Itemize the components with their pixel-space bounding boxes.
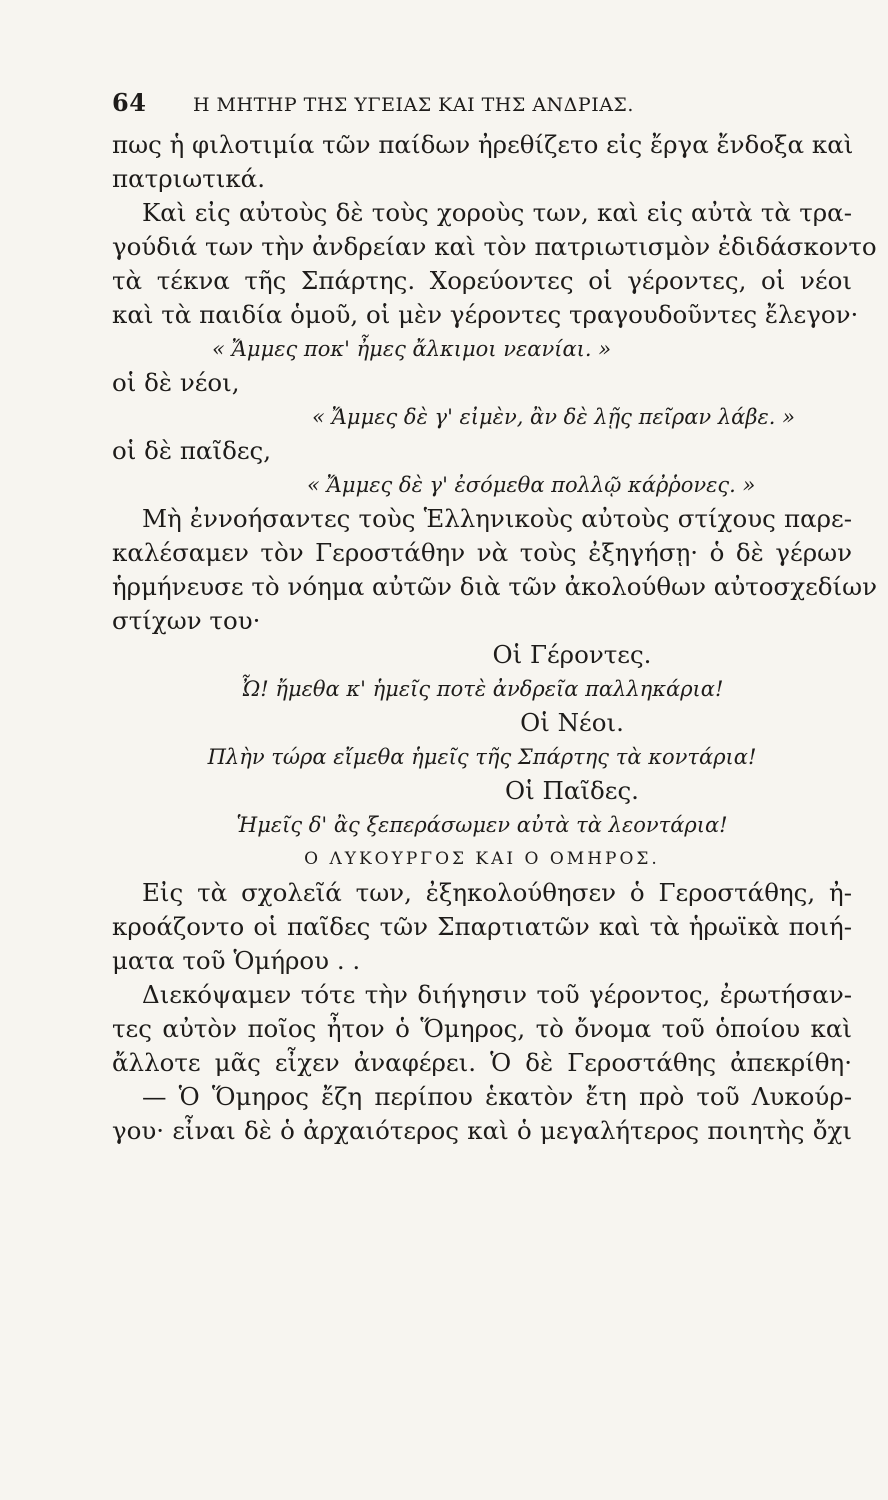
text-line: Καὶ εἰς αὐτοὺς δὲ τοὺς χοροὺς των, καὶ εἰς αὐτὰ τὰ τρα- (142, 198, 852, 227)
text-line: — Ὁ Ὅμηρος ἔζη περίπου ἑκατὸν ἔτη πρὸ τοῦ Λυκούρ- (142, 1082, 852, 1111)
running-title: Η ΜΗΤΗΡ ΤΗΣ ΥΓΕΙΑΣ ΚΑΙ ΤΗΣ ΑΝΔΡΙΑΣ. (192, 94, 634, 116)
text-line: κροάζοντο οἱ παῖδες τῶν Σπαρτιατῶν καὶ τὰ ἡρωϊκὰ ποιή- (112, 912, 852, 941)
text-line: ματα τοῦ Ὁμήρου . . (112, 946, 361, 975)
page-body (112, 128, 878, 1148)
text-line: τὰ τέκνα τῆς Σπάρτης. Χορεύοντες οἱ γέροντες, οἱ νέοι (112, 266, 852, 295)
text-line: στίχων του· (112, 606, 261, 635)
text-line: οἱ δὲ νέοι, (112, 368, 240, 397)
verse-line: « Ἄμμες δὲ γ' ἐσόμεθα πολλῷ κάῤῥονες. » (307, 473, 756, 497)
text-line: ἄλλοτε μᾶς εἶχεν ἀναφέρει. Ὁ δὲ Γεροστάθης ἀπεκρίθη· (112, 1048, 852, 1077)
speaker-heading: Οἱ Νέοι. (520, 708, 624, 737)
speaker-heading: Οἱ Γέροντες. (492, 640, 652, 669)
verse-line: Ἡμεῖς δ' ἂς ξεπεράσωμεν αὐτὰ τὰ λεοντάρια! (236, 813, 728, 837)
text-line: οἱ δὲ παῖδες, (112, 436, 272, 465)
text-line: τες αὐτὸν ποῖος ἦτον ὁ Ὅμηρος, τὸ ὄνομα τοῦ ὁποίου καὶ (112, 1014, 852, 1043)
text-line: Μὴ ἐννοήσαντες τοὺς Ἑλληνικοὺς αὐτοὺς στίχους παρε- (142, 504, 852, 533)
verse-line: « Ἄμμες δὲ γ' εἰμὲν, ἂν δὲ λῇς πεῖραν λάβε. » (312, 405, 795, 429)
speaker-heading: Οἱ Παῖδες. (505, 776, 639, 805)
verse-line: Ὦ! ἤμεθα κ' ἡμεῖς ποτὲ ἀνδρεῖα παλληκάρια! (240, 677, 724, 701)
text-line: καλέσαμεν τὸν Γεροστάθην νὰ τοὺς ἐξηγήσῃ· ὁ δὲ γέρων (112, 538, 852, 567)
text-line: Διεκόψαμεν τότε τὴν διήγησιν τοῦ γέροντος, ἐρωτήσαν- (142, 980, 852, 1009)
text-line: γου· εἶναι δὲ ὁ ἀρχαιότερος καὶ ὁ μεγαλήτερος ποιητὴς ὄχι (112, 1116, 852, 1145)
text-line: πως ἡ φιλοτιμία τῶν παίδων ἠρεθίζετο εἰς ἔργα ἔνδοξα καὶ (112, 130, 854, 159)
running-header (112, 88, 852, 117)
verse-line: « Ἄμμες ποκ' ἦμες ἄλκιμοι νεανίαι. » (212, 337, 612, 361)
text-line: καὶ τὰ παιδία ὁμοῦ, οἱ μὲν γέροντες τραγουδοῦντες ἔλεγον· (112, 300, 859, 329)
text-line: γούδιά των τὴν ἀνδρείαν καὶ τὸν πατριωτισμὸν ἐδιδάσκοντο (112, 232, 877, 261)
page-number: 64 (112, 88, 147, 117)
section-heading: Ο ΛΥΚΟΥΡΓΟΣ ΚΑΙ Ο ΟΜΗΡΟΣ. (304, 849, 660, 869)
text-line: Εἰς τὰ σχολεῖά των, ἐξηκολούθησεν ὁ Γεροστάθης, ἠ- (142, 878, 852, 907)
text-line: ἡρμήνευσε τὸ νόημα αὐτῶν διὰ τῶν ἀκολούθων αὐτοσχεδίων (112, 572, 878, 601)
verse-line: Πλὴν τώρα εἴμεθα ἡμεῖς τῆς Σπάρτης τὰ κοντάρια! (207, 745, 757, 769)
text-line: πατριωτικά. (112, 164, 265, 193)
